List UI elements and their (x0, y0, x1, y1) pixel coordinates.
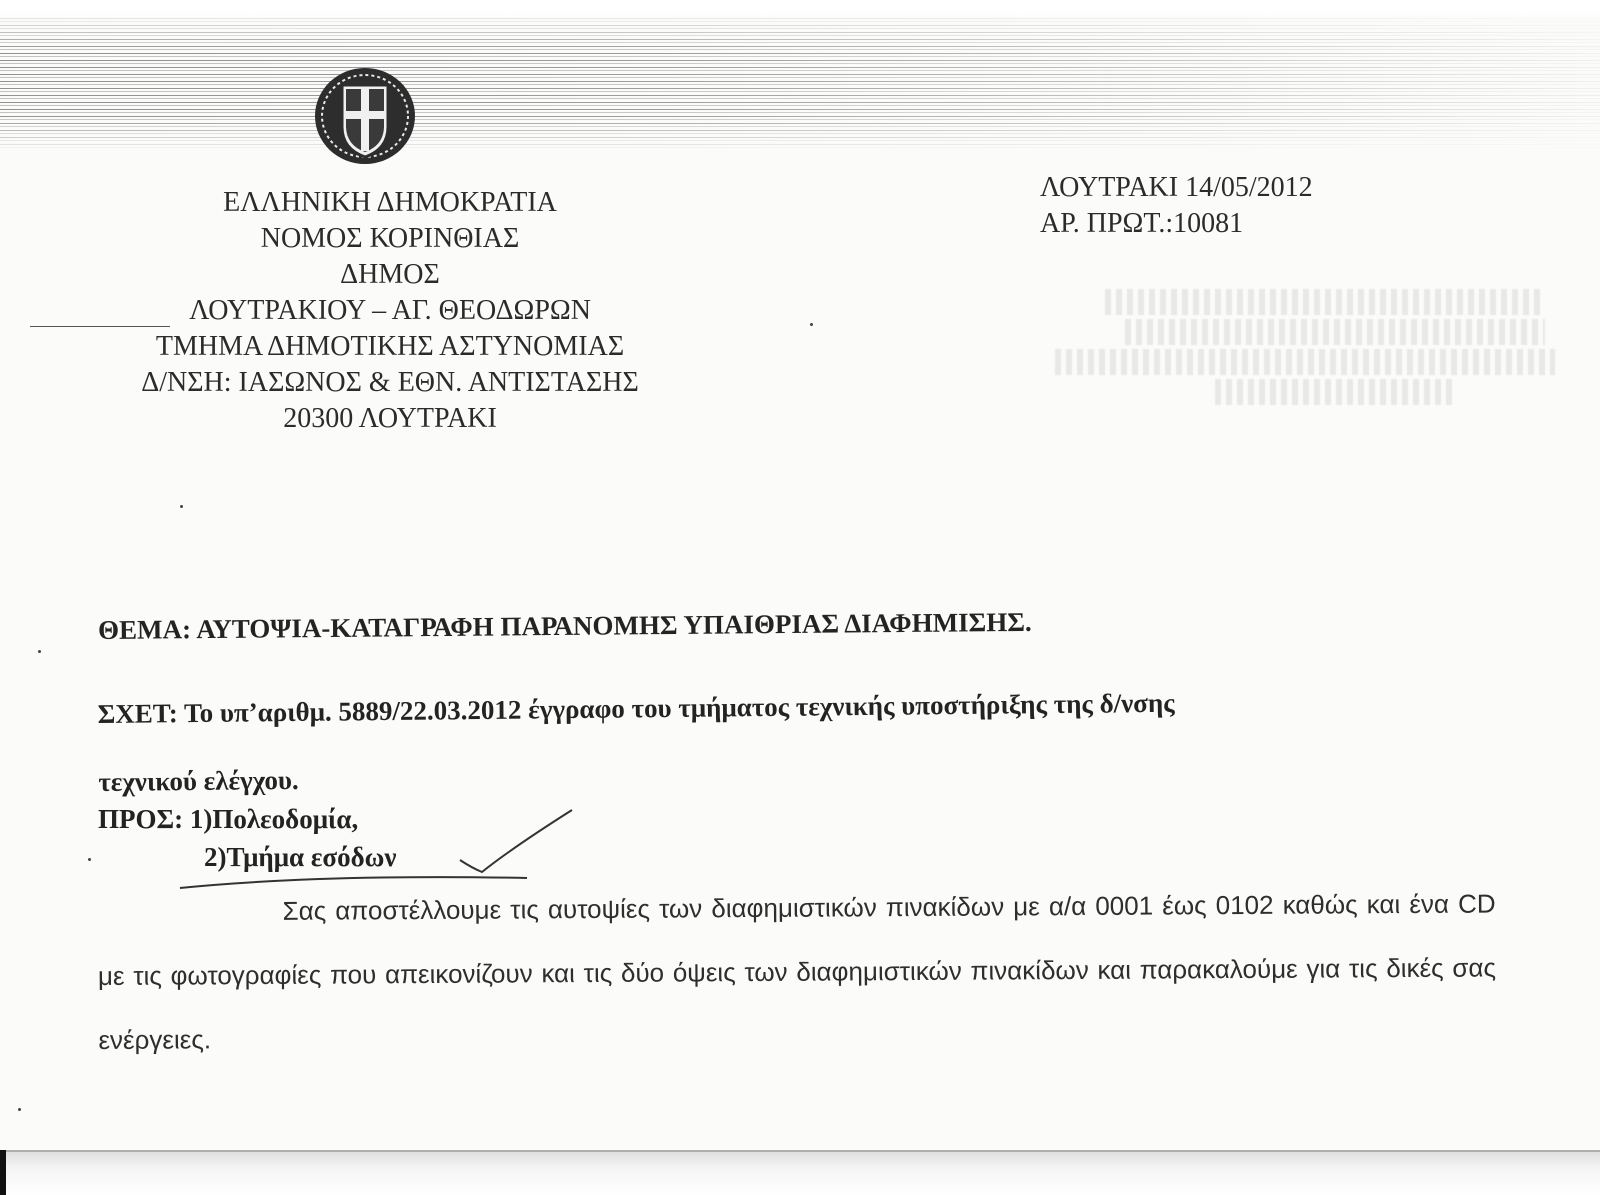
recipient-line-1: ΠΡΟΣ: 1)Πολεοδομία, (98, 804, 359, 834)
letterhead-rule (30, 326, 170, 327)
scan-speck (18, 1108, 21, 1111)
greek-coat-of-arms-icon (312, 65, 418, 167)
letterhead-line-country: ΕΛΛΗΝΙΚΗ ΔΗΜΟΚΡΑΤΙΑ (223, 187, 557, 218)
scan-speck (180, 505, 183, 508)
reference-line-2: τεχνικού ελέγχου. (98, 764, 299, 797)
bleed-through-line (1105, 289, 1545, 315)
letterhead-line-department: ΤΜΗΜΑ ΔΗΜΟΤΙΚΗΣ ΑΣΤΥΝΟΜΙΑΣ (155, 331, 625, 362)
bleed-through-line (1125, 319, 1545, 345)
bleed-through-noise (1085, 285, 1585, 409)
reference-line-1: ΣΧΕΤ: Το υπ’αριθμ. 5889/22.03.2012 έγγραφο του τμήματος τεχνικής υποστήριξης της δ/νσης (97, 687, 1175, 730)
letterhead-line-prefecture: ΝΟΜΟΣ ΚΟΡΙΝΘΙΑΣ (260, 223, 520, 254)
letterhead-line-municipality: ΔΗΜΟΣ (340, 259, 440, 290)
scan-bottom-edge (0, 1150, 1600, 1195)
scan-bottom-line (0, 1150, 1600, 1152)
place-date: ΛΟΥΤΡΑΚΙ 14/05/2012 (1040, 172, 1313, 203)
protocol-number: ΑΡ. ΠΡΩΤ.:10081 (1040, 208, 1244, 239)
letterhead-line-municipality-name: ΛΟΥΤΡΑΚΙΟΥ – ΑΓ. ΘΕΟΔΩΡΩΝ (189, 295, 591, 326)
letterhead (80, 185, 700, 437)
bleed-through-line (1215, 379, 1455, 405)
scan-left-bar (0, 1150, 6, 1195)
letterhead-line-postcode: 20300 ΛΟΥΤΡΑΚΙ (283, 403, 497, 434)
letterhead-line-address: Δ/ΝΣΗ: ΙΑΣΩΝΟΣ & ΕΘΝ. ΑΝΤΙΣΤΑΣΗΣ (141, 367, 639, 398)
reference-block (97, 666, 1398, 816)
scan-top-edge (0, 0, 1600, 20)
subject-line: ΘΕΜΑ: ΑΥΤΟΨΙΑ-ΚΑΤΑΓΡΑΦΗ ΠΑΡΑΝΟΜΗΣ ΥΠΑΙΘΡΙΑΣ ΔΙΑΦΗΜΙΣΗΣ. (97, 606, 1032, 645)
recipient-line-2: 2)Τμήμα εσόδων (204, 842, 397, 872)
date-protocol-block (1040, 170, 1313, 242)
scan-speck (810, 323, 813, 326)
scan-streak-fade (0, 18, 1600, 148)
letter-body: Σας αποστέλλουμε τις αυτοψίες των διαφημιστικών πινακίδων με α/α 0001 έως 0102 καθώς και ένα CD με τις φωτογραφίες που απεικονίζουν και τις δύο όψεις των διαφημιστικών πινακίδων και παρακαλούμε για τις δικές σας ενέργειες. (97, 888, 1497, 1055)
bleed-through-line (1055, 349, 1555, 375)
scan-speck (88, 858, 91, 861)
scan-speck (38, 650, 41, 653)
